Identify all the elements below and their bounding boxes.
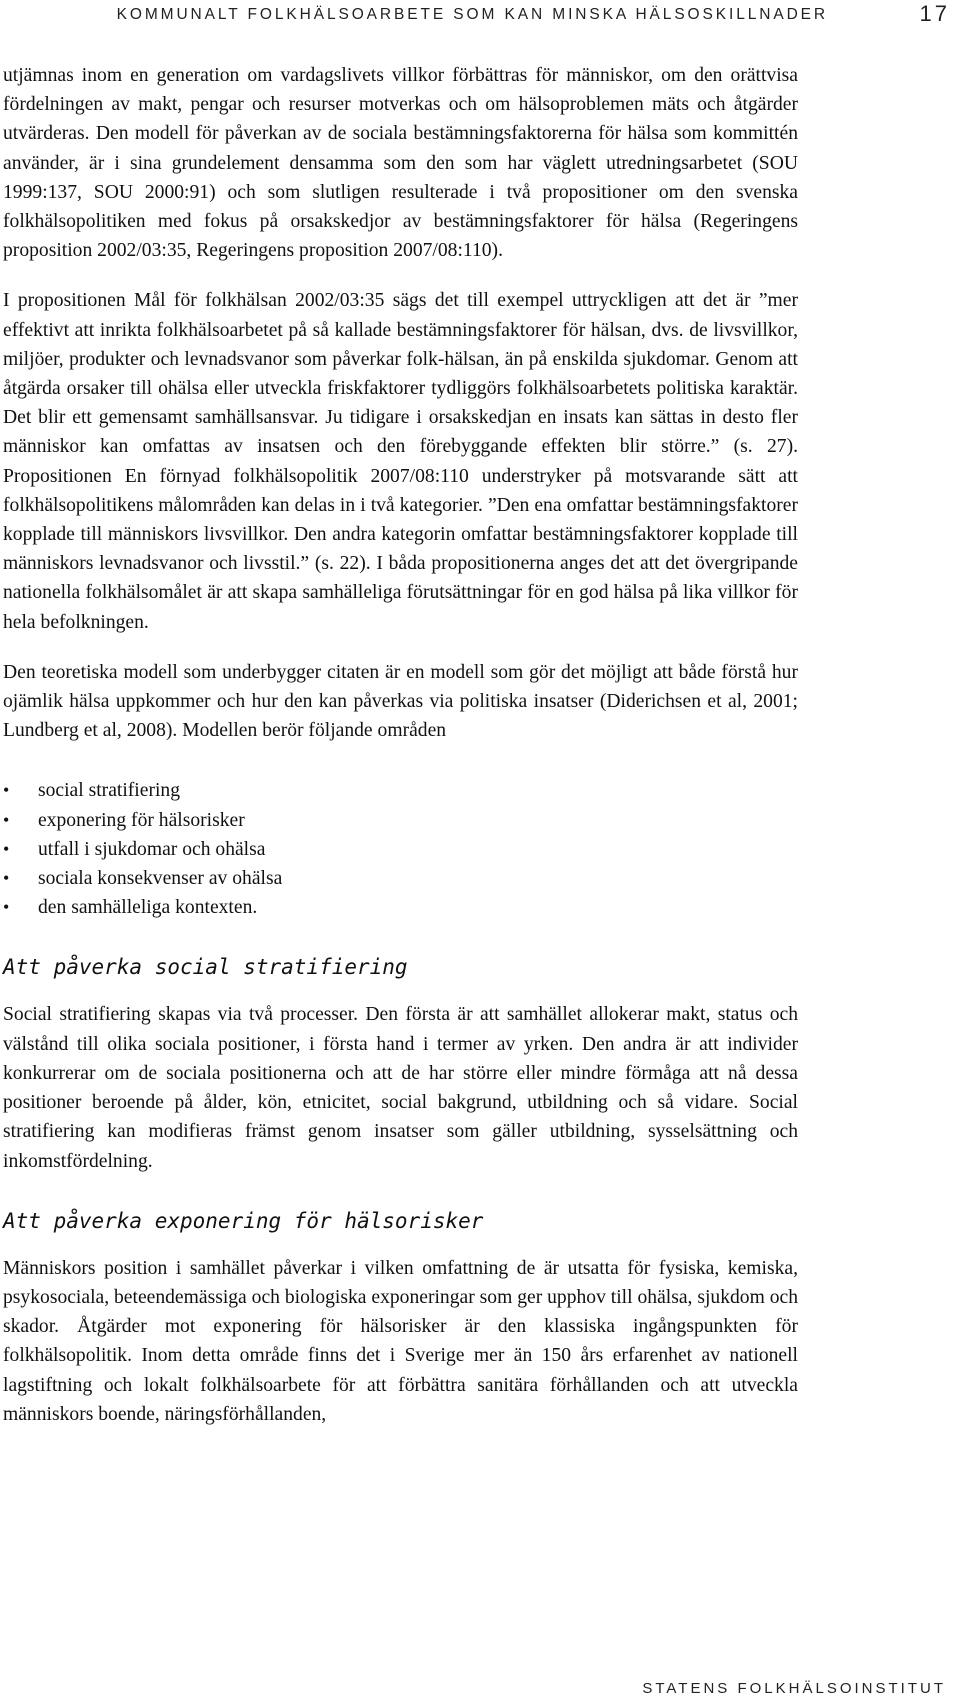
bullet-icon: • — [3, 809, 10, 830]
list-item: • sociala konsekvenser av ohälsa — [3, 864, 798, 893]
page-header — [0, 0, 960, 40]
list-item: • social stratifiering — [3, 776, 798, 805]
paragraph-theoretical-model: Den teoretiska modell som underbygger citaten är en modell som gör det möjligt att både förstå hur ojämlik hälsa uppkommer och hur den kan påverkas via politiska insatser (Diderichsen et al, 2001; Lundberg et al, 2008). Modellen berör följande områden — [3, 661, 798, 742]
list-item: • utfall i sjukdomar och ohälsa — [3, 835, 798, 864]
document-body — [3, 61, 798, 1429]
paragraph-social-stratification: Social stratifiering skapas via två processer. Den första är att samhället allokerar makt, status och välstånd till olika sociala positioner, i första hand i termer av yrken. Den andra är att individer konkurrerar om de sociala positionerna och att de har större eller mindre förmåga att nå dessa positioner beroende på ålder, kön, etnicitet, social bakgrund, utbildning och så vidare. Social stratifiering kan modifieras främst genom insatser som gäller utbildning, sysselsättning och inkomstfördelning. — [3, 1004, 798, 1172]
paragraph-exposure: Människors position i samhället påverkar i vilken omfattning de är utsatta för fysiska, kemiska, psykosociala, beteendemässiga och biologiska exponeringar som ger upphov till ohälsa, sjukdom och skador. Åtgärder mot exponering för hälsorisker är den klassiska ingångspunkten för folkhälsopolitik. Inom detta område finns det i Sverige mer än 150 års erfarenhet av nationell lagstiftning och lokalt folkhälsoarbete för att förbättra sanitära förhållanden och att utveckla människors boende, näringsförhållanden, — [3, 1257, 799, 1425]
section-heading-social-stratification: Att påverka social stratifiering — [3, 955, 408, 980]
model-areas-list — [3, 776, 798, 922]
list-item: • exponering för hälsorisker — [3, 806, 798, 835]
section-heading-exposure: Att påverka exponering för hälsorisker — [3, 1208, 484, 1233]
page-footer: STATENS FOLKHÄLSOINSTITUT — [642, 1680, 946, 1697]
running-header-title: KOMMUNALT FOLKHÄLSOARBETE SOM KAN MINSKA HÄLSOSKILLNADER — [116, 6, 828, 23]
bullet-icon: • — [3, 868, 10, 889]
bullet-icon: • — [3, 780, 10, 801]
page-number: 17 — [919, 1, 950, 26]
list-item: • den samhälleliga kontexten. — [3, 893, 798, 922]
paragraph-propositions: I propositionen Mål för folkhälsan 2002/03:35 sägs det till exempel uttryckligen att det är ”mer effektivt att inrikta folkhälsoarbetet på så kallade bestämningsfaktorer för hälsan, dvs. de livsvillkor, miljöer, produkter och levnadsvanor som påverkar folk-hälsan, än på enskilda sjukdomar. Genom att åtgärda orsaker till ohälsa eller utveckla friskfaktorer tydliggörs folkhälsoarbetets politiska karaktär. Det blir ett gemensamt samhällsansvar. Ju tidigare i orsakskedjan en insats kan sättas in desto fler människor kan omfattas av insatsen och den förebyggande effekten blir större.” (s. 27). Propositionen En förnyad folkhälsopolitik 2007/08:110 understryker på motsvarande sätt att folkhälsopolitikens målområden kan delas in i två kategorier. ”Den ena omfattar bestämningsfaktorer kopplade till människors livsvillkor. Den andra kategorin omfattar bestämningsfaktorer kopplade till människors levnadsvanor och livsstil.” (s. 22). I båda propositionerna anges det att det övergripande nationella folkhälsomålet är att skapa samhälleliga förutsättningar för en god hälsa på lika villkor för hela befolkningen. — [3, 290, 798, 633]
paragraph-intro-continuation: utjämnas inom en generation om vardagslivets villkor förbättras för människor, om den orättvisa fördelningen av makt, pengar och resurser motverkas och om hälsoproblemen mäts och åtgärder utvärderas. Den modell för påverkan av de sociala bestämningsfaktorerna för hälsa som kommittén använder, är i sina grundelement densamma som den som har väglett utredningsarbetet (SOU 1999:137, SOU 2000:91) och som slutligen resulterade i två propositioner om den svenska folkhälsopolitiken med fokus på orsakskedjor av bestämningsfaktorer för hälsa (Regeringens proposition 2002/03:35, Regeringens proposition 2007/08:110). — [3, 65, 798, 262]
bullet-icon: • — [3, 897, 10, 918]
bullet-icon: • — [3, 838, 10, 859]
